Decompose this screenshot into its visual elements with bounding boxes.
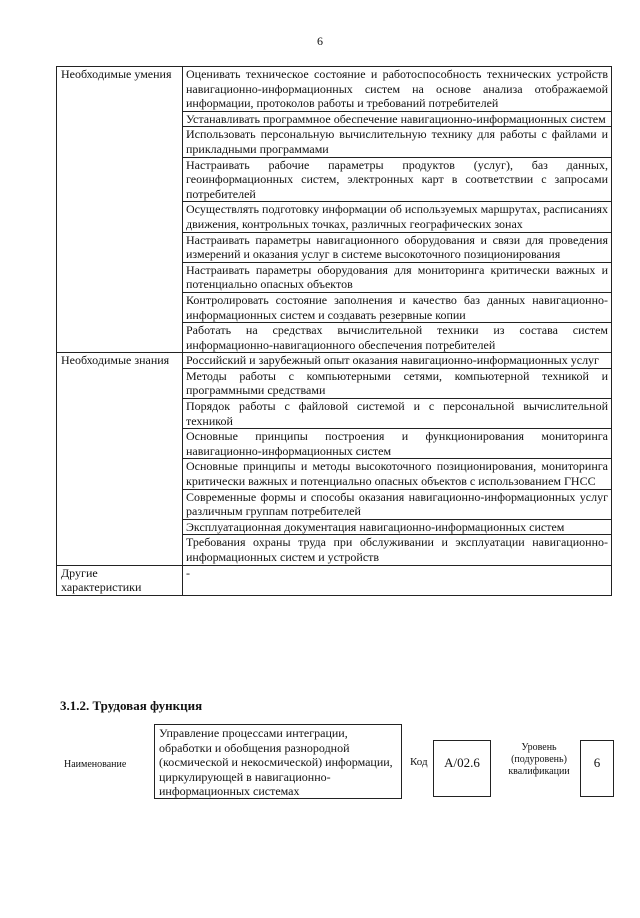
requirement-item: Устанавливать программное обеспечение навигационно-информационных систем <box>183 111 612 127</box>
section-title: 3.1.2. Трудовая функция <box>60 698 203 713</box>
requirement-group-label: Другие характеристики <box>57 565 183 595</box>
requirement-item: Порядок работы с файловой системой и с персональной вычислительной техникой <box>183 399 612 429</box>
requirement-item: Эксплуатационная документация навигационно-информационных систем <box>183 519 612 535</box>
qualification-level-value: 6 <box>580 740 614 797</box>
requirement-item: Настраивать параметры навигационного оборудования и связи для проведения измерений и оказания услуг в системе высокоточного позиционирования <box>183 232 612 262</box>
requirement-item: Осуществлять подготовку информации об используемых маршрутах, расписаниях движения, контрольных точках, различных географических зонах <box>183 202 612 232</box>
requirement-item: Методы работы с компьютерными сетями, компьютерной техникой и программными средствами <box>183 368 612 398</box>
requirement-item: Основные принципы построения и функционирования мониторинга навигационно-информационных систем <box>183 429 612 459</box>
table-row <box>57 565 612 595</box>
requirement-item: Российский и зарубежный опыт оказания навигационно-информационных услуг <box>183 353 612 369</box>
requirement-item: Оценивать техническое состояние и работоспособность технических устройств навигационно-информационных систем на основе анализа отображаемой информации, протоколов работы и требований потребителей <box>183 67 612 112</box>
qualification-level-label: Уровень (подуровень) квалификации <box>508 742 570 777</box>
requirement-item: Основные принципы и методы высокоточного позиционирования, мониторинга критически важных и потенциально опасных объектов с использованием ГНСС <box>183 459 612 489</box>
requirements-table <box>56 66 612 596</box>
table-row <box>57 67 612 112</box>
function-code-value: A/02.6 <box>433 740 491 797</box>
requirement-group-label: Необходимые умения <box>57 67 183 353</box>
requirement-item: Использовать персональную вычислительную технику для работы с файлами и прикладными программами <box>183 127 612 157</box>
function-name-value: Управление процессами интеграции, обработки и обобщения разнородной (космической и некосмической) информации, циркулирующей в навигационно-информационных системах <box>154 724 402 799</box>
requirement-item: Современные формы и способы оказания навигационно-информационных услуг различным группам потребителей <box>183 489 612 519</box>
requirement-item: Настраивать рабочие параметры продуктов (услуг), баз данных, геоинформационных систем, электронных карт в соответствии с запросами потребителей <box>183 157 612 202</box>
function-code-label: Код <box>410 756 428 768</box>
function-name-label: Наименование <box>64 759 127 770</box>
requirement-item: Требования охраны труда при обслуживании и эксплуатации навигационно-информационных систем и устройств <box>183 535 612 565</box>
page-number: 6 <box>317 34 323 48</box>
requirement-item: Работать на средствах вычислительной техники из состава систем информационно-навигационного обеспечения потребителей <box>183 323 612 353</box>
requirement-item: Контролировать состояние заполнения и качество баз данных навигационно-информационных систем и создавать резервные копии <box>183 292 612 322</box>
requirement-item: Настраивать параметры оборудования для мониторинга критически важных и потенциально опасных объектов <box>183 262 612 292</box>
table-row <box>57 353 612 369</box>
requirement-item: - <box>183 565 612 595</box>
requirement-group-label: Необходимые знания <box>57 353 183 565</box>
